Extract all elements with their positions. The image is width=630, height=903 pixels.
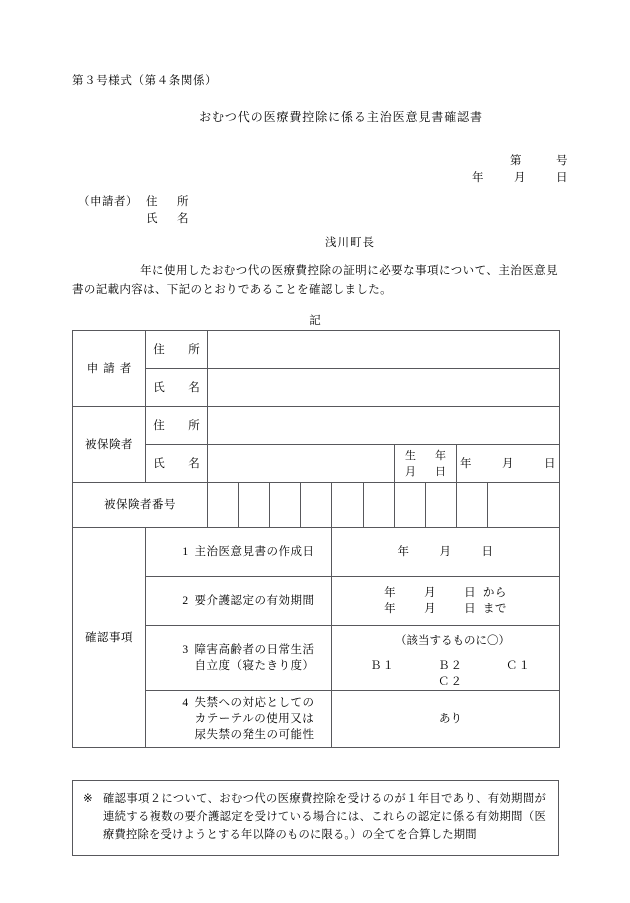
table-row-insured-address <box>73 407 560 445</box>
footnote-text: 確認事項２について、おむつ代の医療費控除を受けるのが１年目であり、有効期間が連続する複数の要介護認定を受けている場合には、これらの認定に係る有効期間（医療費控除を受けようとする年以降のものに限る。）の全てを合算した期間 <box>103 793 546 841</box>
table-row-insured-number <box>73 483 560 528</box>
confirm-item-2-to-suffix: まで <box>482 603 507 615</box>
confirm-item-4-text-line3: 尿失禁の発生の可能性 <box>194 729 315 741</box>
table-row-applicant-name <box>73 369 560 407</box>
confirm-item-1-day: 日 <box>481 546 494 558</box>
confirm-item-2-value[interactable] <box>332 577 560 626</box>
confirm-item-4-text-line2: カテーテルの使用又は <box>194 713 315 725</box>
confirm-item-2-number: 2 <box>182 595 189 607</box>
confirm-item-2-to <box>332 601 559 617</box>
applicant-address-label: 住 所 <box>146 196 193 208</box>
applicant-name-input[interactable] <box>208 369 560 407</box>
insured-number-box[interactable] <box>457 483 488 528</box>
insured-address-cell-label: 住 所 <box>146 407 208 445</box>
confirm-item-3-number: 3 <box>182 644 189 656</box>
confirm-item-2-from-year: 年 <box>384 587 397 599</box>
table-row-confirm-item-1 <box>73 528 560 577</box>
confirm-item-2-from-month: 月 <box>424 587 437 599</box>
confirm-item-3-value[interactable] <box>332 626 560 691</box>
confirm-item-2-name <box>146 577 332 626</box>
document-date-year: 年 <box>472 172 484 184</box>
birth-date-label-line2: 月 日 <box>405 465 450 478</box>
body-text <box>72 262 558 300</box>
form-code: 第３号様式（第４条関係） <box>72 75 218 87</box>
confirm-item-3-text-line2: 自立度（寝たきり度） <box>194 660 315 672</box>
document-date-month: 月 <box>514 172 526 184</box>
insured-section-label: 被保険者 <box>73 407 146 483</box>
confirm-item-4-name <box>146 691 332 748</box>
table-row-applicant-address <box>73 331 560 369</box>
birth-date-day: 日 <box>544 457 557 470</box>
table-row-confirm-item-2 <box>73 577 560 626</box>
document-date-day: 日 <box>556 172 568 184</box>
addressee: 浅川町長 <box>325 237 375 249</box>
confirm-item-2-to-day: 日 <box>464 603 477 615</box>
option-b2[interactable]: Ｂ２ <box>438 660 464 672</box>
option-b1[interactable]: Ｂ１ <box>370 660 396 672</box>
birth-date-year: 年 <box>460 457 473 470</box>
confirm-item-1-year: 年 <box>397 546 410 558</box>
confirm-item-3-name <box>146 626 332 691</box>
birth-date-month: 月 <box>502 457 515 470</box>
applicant-signature-block <box>78 194 193 228</box>
confirm-item-2-from <box>332 585 559 601</box>
insured-number-box[interactable] <box>239 483 270 528</box>
insured-number-box[interactable] <box>332 483 364 528</box>
applicant-name-row <box>78 211 193 228</box>
confirm-item-1-text: 主治医意見書の作成日 <box>194 546 315 558</box>
insured-number-box[interactable] <box>426 483 457 528</box>
footnote-mark: ※ <box>83 793 93 805</box>
birth-date-input[interactable] <box>457 445 560 483</box>
insured-name-input[interactable] <box>208 445 395 483</box>
confirm-item-3-note: （該当するものに〇） <box>395 635 511 647</box>
confirm-item-2-to-year: 年 <box>384 603 397 615</box>
confirm-item-2-text: 要介護認定の有効期間 <box>194 595 315 607</box>
table-row-confirm-item-4 <box>73 691 560 748</box>
document-title: おむつ代の医療費控除に係る主治医意見書確認書 <box>199 110 483 124</box>
confirm-item-4-value[interactable]: あり <box>332 691 560 748</box>
body-text-content: 年に使用したおむつ代の医療費控除の証明に必要な事項について、主治医意見書の記載内容は、下記のとおりであることを確認しました。 <box>72 265 558 296</box>
confirm-item-1-name <box>146 528 332 577</box>
document-number-line <box>510 152 568 168</box>
document-number-suffix: 号 <box>556 155 568 167</box>
insured-number-box[interactable] <box>395 483 426 528</box>
confirm-item-2-from-day: 日 <box>464 587 477 599</box>
confirmation-section-label: 確認事項 <box>73 528 146 748</box>
insured-number-box[interactable] <box>270 483 301 528</box>
applicant-name-label: 氏 名 <box>146 213 193 225</box>
confirm-item-1-month: 月 <box>439 546 452 558</box>
confirm-item-3-options[interactable] <box>342 649 559 690</box>
confirm-item-2-to-month: 月 <box>424 603 437 615</box>
insured-number-box[interactable] <box>488 483 560 528</box>
applicant-label: （申請者） <box>78 196 138 208</box>
insured-address-input[interactable] <box>208 407 560 445</box>
confirm-item-1-value[interactable] <box>332 528 560 577</box>
option-c1[interactable]: Ｃ１ <box>506 660 532 672</box>
document-number-prefix: 第 <box>510 155 522 167</box>
confirm-item-2-from-suffix: から <box>482 587 507 599</box>
confirm-item-4-number: 4 <box>182 697 189 709</box>
table-row-insured-name <box>73 445 560 483</box>
applicant-address-input[interactable] <box>208 331 560 369</box>
birth-date-label-line1: 生 年 <box>405 449 450 462</box>
applicant-name-cell-label: 氏 名 <box>146 369 208 407</box>
confirm-item-3-text-line1: 障害高齢者の日常生活 <box>194 644 315 656</box>
applicant-address-row <box>78 194 193 211</box>
option-c2[interactable]: Ｃ２ <box>438 676 464 688</box>
insured-number-box[interactable] <box>208 483 239 528</box>
birth-date-label <box>395 445 457 483</box>
document-date-line <box>472 169 568 185</box>
applicant-address-cell-label: 住 所 <box>146 331 208 369</box>
form-table <box>72 330 560 748</box>
insured-number-box[interactable] <box>364 483 395 528</box>
table-row-confirm-item-3 <box>73 626 560 691</box>
insured-number-box[interactable] <box>301 483 332 528</box>
insured-number-label: 被保険者番号 <box>73 483 208 528</box>
confirm-item-4-text-line1: 失禁への対応としての <box>194 697 315 709</box>
applicant-section-label: 申請者 <box>73 331 146 407</box>
footnote <box>72 780 559 856</box>
insured-name-cell-label: 氏 名 <box>146 445 208 483</box>
ki-mark: 記 <box>309 315 321 327</box>
confirm-item-1-number: 1 <box>182 546 189 558</box>
